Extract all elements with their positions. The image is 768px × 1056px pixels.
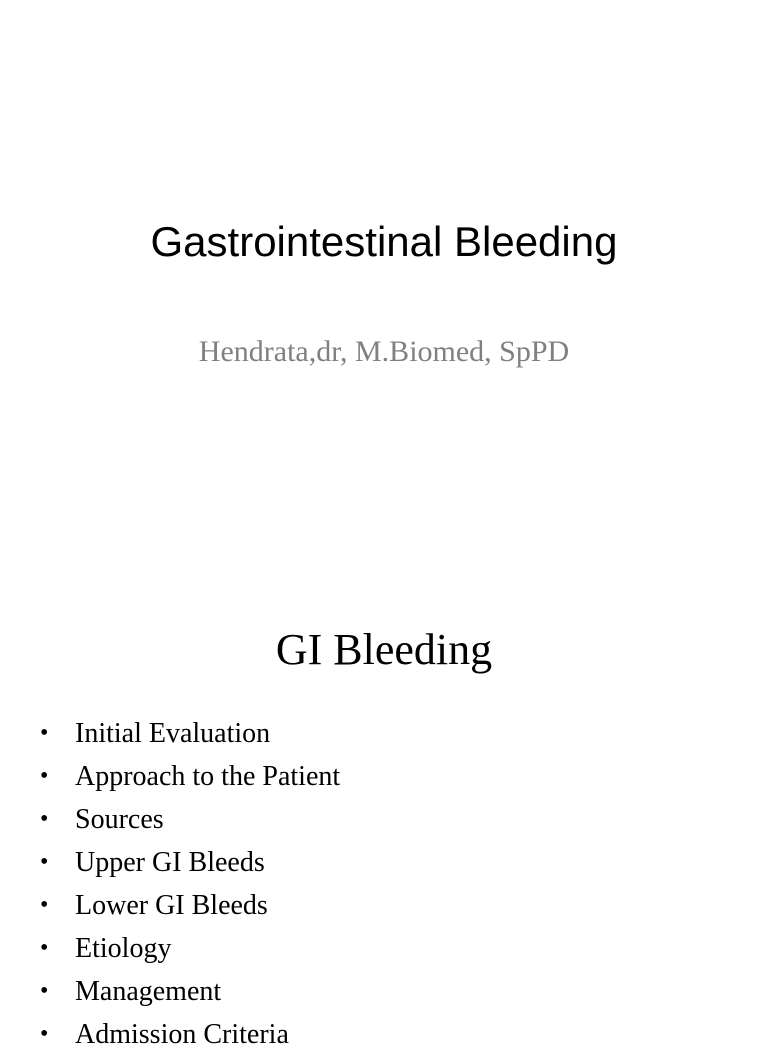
slide-outline bbox=[0, 576, 768, 1050]
bullet-icon: • bbox=[40, 1021, 49, 1047]
bullet-icon: • bbox=[40, 806, 49, 832]
slide-title-heading: Gastrointestinal Bleeding bbox=[150, 218, 618, 265]
bullet-icon: • bbox=[40, 763, 49, 789]
bullet-icon: • bbox=[40, 720, 49, 746]
list-item-text: Sources bbox=[75, 804, 164, 835]
list-item-text: Approach to the Patient bbox=[75, 761, 341, 792]
slide-author-subtitle: Hendrata,dr, M.Biomed, SpPD bbox=[198, 335, 570, 368]
list-item-text: Management bbox=[75, 976, 222, 1007]
bullet-icon: • bbox=[40, 935, 49, 961]
bullet-icon: • bbox=[40, 978, 49, 1004]
list-item-text: Admission Criteria bbox=[75, 1019, 289, 1050]
list-item-text: Initial Evaluation bbox=[75, 718, 271, 749]
bullet-icon: • bbox=[40, 849, 49, 875]
bullet-icon: • bbox=[40, 892, 49, 918]
outline-heading: GI Bleeding bbox=[275, 625, 493, 674]
list-item-text: Lower GI Bleeds bbox=[75, 890, 268, 921]
list-item-text: Etiology bbox=[75, 933, 172, 964]
list-item-text: Upper GI Bleeds bbox=[75, 847, 265, 878]
